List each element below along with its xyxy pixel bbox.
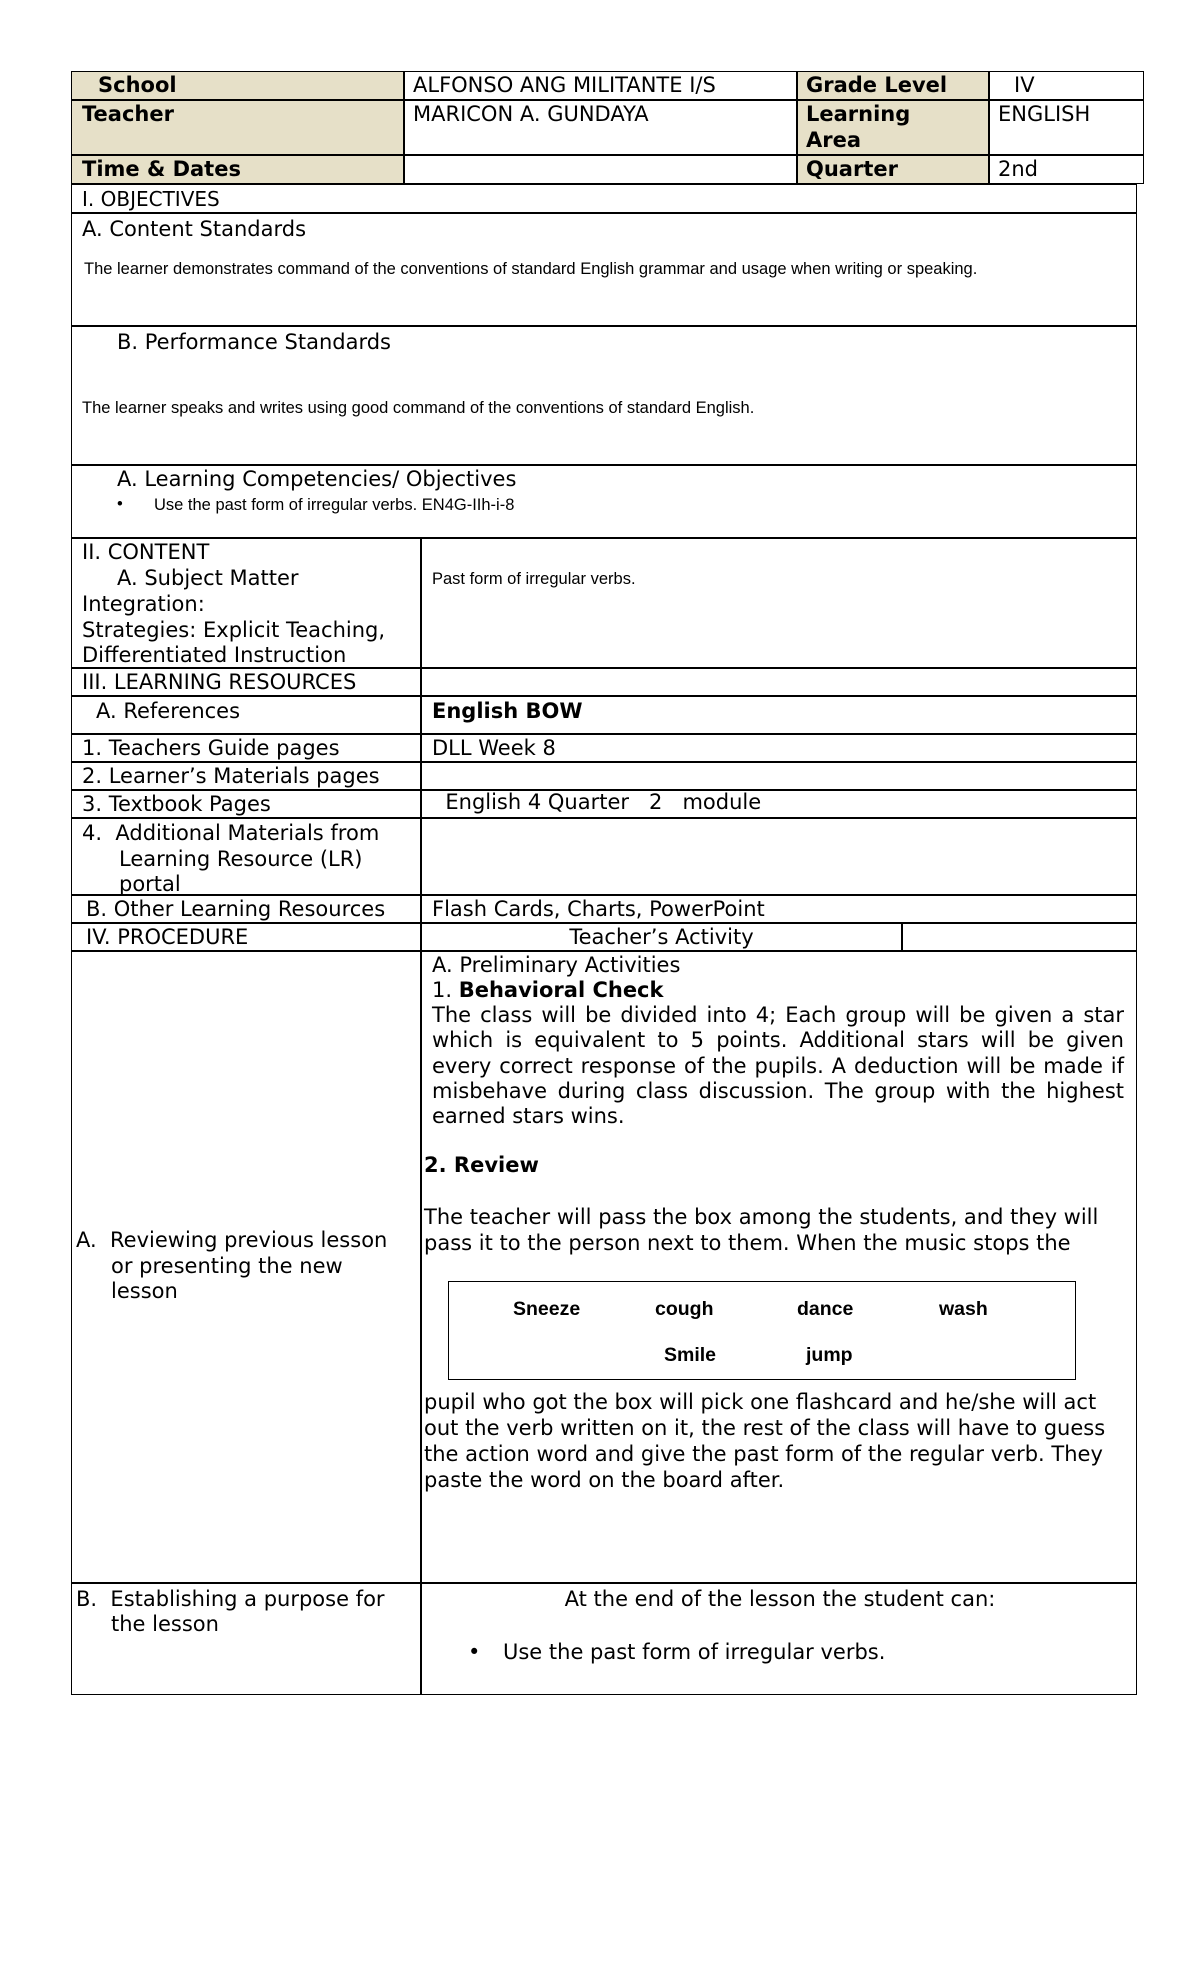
review-text-2: pupil who got the box will pick one flashcard and he/she will act out the verb written on it, the rest of the class will have to guess the action word and give the past form of the regular verb. They paste the word on the board after. xyxy=(424,1390,1106,1492)
additional-materials-label-cell xyxy=(71,818,421,895)
procedure-row-a-left xyxy=(71,951,421,1583)
additional-line-1: 4. Additional Materials from xyxy=(82,821,380,845)
purpose-bullet: • xyxy=(468,1640,481,1664)
performance-standards-row xyxy=(71,326,1137,465)
quarter-value: 2nd xyxy=(989,155,1144,184)
flashcard-word: jump xyxy=(806,1344,853,1366)
row-b-label-line-2: the lesson xyxy=(111,1612,219,1636)
teacher-activity-cell: Teacher’s Activity xyxy=(421,923,902,951)
performance-standards-text: The learner speaks and writes using good command of the conventions of standard English. xyxy=(82,399,755,417)
competencies-row xyxy=(71,465,1137,538)
content-standards-text: The learner demonstrates command of the conventions of standard English grammar and usage when writing or speaking. xyxy=(84,260,978,278)
subject-matter-value: Past form of irregular verbs. xyxy=(432,570,636,588)
purpose-intro: At the end of the lesson the student can: xyxy=(564,1587,996,1611)
content-standards-label: A. Content Standards xyxy=(82,217,307,241)
procedure-extra-cell xyxy=(902,923,1137,951)
time-dates-value xyxy=(404,155,797,184)
flashcard-word: dance xyxy=(797,1298,854,1320)
grade-level-label: Grade Level xyxy=(797,71,989,100)
teacher-label: Teacher xyxy=(71,100,404,155)
behavioral-check-heading: 1. Behavioral Check xyxy=(432,978,664,1002)
learning-area-label: Learning Area xyxy=(797,100,989,155)
review-text-1: The teacher will pass the box among the students, and they will pass it to the person next to them. When the music stops the xyxy=(424,1205,1099,1255)
competencies-label: A. Learning Competencies/ Objectives xyxy=(117,467,517,491)
flashcard-word: Sneeze xyxy=(513,1298,581,1320)
flashcard-word: Smile xyxy=(664,1344,717,1366)
flashcard-word: cough xyxy=(655,1298,714,1320)
review-heading: 2. Review xyxy=(424,1153,539,1177)
performance-standards-label: B. Performance Standards xyxy=(117,330,391,354)
resources-heading-cell: III. LEARNING RESOURCES xyxy=(71,668,421,696)
other-resources-label-cell: B. Other Learning Resources xyxy=(71,895,421,923)
quarter-label: Quarter xyxy=(797,155,989,184)
school-value: ALFONSO ANG MILITANTE I/S xyxy=(404,71,797,100)
references-label-cell: A. References xyxy=(71,696,421,734)
teachers-guide-value-cell: DLL Week 8 xyxy=(421,734,1137,762)
procedure-row-b-right xyxy=(421,1583,1137,1695)
additional-materials-value-cell xyxy=(421,818,1137,895)
row-b-label-line-1: B. Establishing a purpose for xyxy=(76,1587,385,1611)
learners-materials-value-cell: English 4 Quarter 2 module xyxy=(421,762,1137,790)
textbook-label-cell: 3. Textbook Pages xyxy=(71,790,421,818)
objectives-heading-row: I. OBJECTIVES xyxy=(71,184,1137,213)
competency-bullet: • xyxy=(117,495,123,513)
grade-level-value: IV xyxy=(989,71,1144,100)
school-label: School xyxy=(71,71,404,100)
content-heading: II. CONTENT xyxy=(82,540,210,564)
flashcard-word: wash xyxy=(939,1298,988,1320)
row-a-label-line-3: lesson xyxy=(111,1279,178,1303)
teachers-guide-label-cell: 1. Teachers Guide pages xyxy=(71,734,421,762)
strategies-line-2: Differentiated Instruction xyxy=(82,643,347,667)
procedure-heading-cell: IV. PROCEDURE xyxy=(71,923,421,951)
procedure-row-b-left xyxy=(71,1583,421,1695)
purpose-item: Use the past form of irregular verbs. xyxy=(503,1640,886,1664)
row-a-label-line-1: A. Reviewing previous lesson xyxy=(76,1228,388,1252)
content-right-cell xyxy=(421,538,1137,668)
learning-area-value: ENGLISH xyxy=(989,100,1144,155)
textbook-value-cell xyxy=(421,790,1137,818)
procedure-row-a-right xyxy=(421,951,1137,1583)
additional-line-2: Learning Resource (LR) xyxy=(119,847,363,871)
row-a-label-line-2: or presenting the new xyxy=(111,1254,343,1278)
learners-materials-label-cell: 2. Learner’s Materials pages xyxy=(71,762,421,790)
content-standards-row xyxy=(71,213,1137,326)
competency-item: Use the past form of irregular verbs. EN4G-IIh-i-8 xyxy=(154,496,515,514)
additional-line-3: portal xyxy=(119,872,181,896)
strategies-line-1: Strategies: Explicit Teaching, xyxy=(82,618,386,642)
resources-heading-empty xyxy=(421,668,1137,696)
references-value-cell: English BOW xyxy=(421,696,1137,734)
subject-matter-label: A. Subject Matter xyxy=(117,566,299,590)
other-resources-value-cell: Flash Cards, Charts, PowerPoint xyxy=(421,895,1137,923)
time-dates-label: Time & Dates xyxy=(71,155,404,184)
content-left-cell xyxy=(71,538,421,668)
behavioral-check-text: The class will be divided into 4; Each group will be given a star which is equivalent to 5 points. Additional stars will be given every correct response of the pupils. A deduction will be made if misbehave during class discussion. The group with the highest earned stars wins. xyxy=(432,1003,1124,1129)
preliminary-activities: A. Preliminary Activities xyxy=(432,953,681,977)
teacher-value: MARICON A. GUNDAYA xyxy=(404,100,797,155)
integration-label: Integration: xyxy=(82,592,205,616)
flashcard-box xyxy=(448,1281,1076,1380)
